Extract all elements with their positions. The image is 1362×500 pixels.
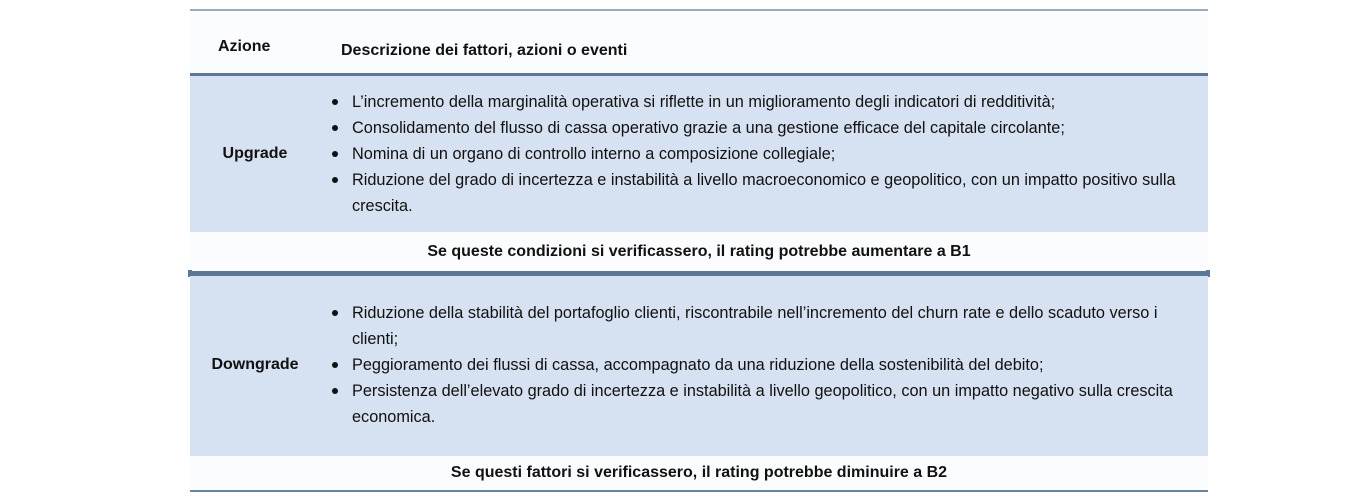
list-item-text: Persistenza dell’elevato grado di incertezza e instabilità a livello geopolitico, con un impatto negativo sulla crescita economica. bbox=[352, 382, 1173, 426]
bullet-icon bbox=[332, 388, 338, 394]
upgrade-list bbox=[330, 89, 1180, 219]
list-item-text: Nomina di un organo di controllo interno a composizione collegiale; bbox=[352, 145, 836, 163]
bullet-icon bbox=[332, 310, 338, 316]
bottom-rule bbox=[190, 490, 1208, 492]
list-item bbox=[330, 141, 1180, 167]
bullet-icon bbox=[332, 177, 338, 183]
list-item bbox=[330, 300, 1180, 352]
list-item-text: Riduzione della stabilità del portafoglio clienti, riscontrabile nell’incremento del churn rate e dello scaduto verso i clienti; bbox=[352, 304, 1158, 348]
list-item-text: L’incremento della marginalità operativa si riflette in un miglioramento degli indicatori di redditività; bbox=[352, 93, 1056, 111]
list-item bbox=[330, 167, 1180, 219]
list-item bbox=[330, 89, 1180, 115]
header-action: Azione bbox=[218, 38, 271, 55]
list-item bbox=[330, 115, 1180, 141]
bullet-icon bbox=[332, 362, 338, 368]
list-item-text: Peggioramento dei flussi di cassa, accompagnato da una riduzione della sostenibilità del debito; bbox=[352, 356, 1044, 374]
bullet-icon bbox=[332, 151, 338, 157]
upgrade-label: Upgrade bbox=[222, 145, 288, 162]
rating-factors-table bbox=[190, 9, 1208, 493]
list-item bbox=[330, 378, 1180, 430]
bullet-icon bbox=[332, 99, 338, 105]
header-description: Descrizione dei fattori, azioni o eventi bbox=[341, 42, 628, 59]
downgrade-conclusion: Se questi fattori si verificassero, il rating potrebbe diminuire a B2 bbox=[190, 456, 1208, 490]
upgrade-conclusion: Se queste condizioni si verificassero, il rating potrebbe aumentare a B1 bbox=[190, 232, 1208, 271]
list-item-text: Consolidamento del flusso di cassa operativo grazie a una gestione efficace del capitale circolante; bbox=[352, 119, 1065, 137]
list-item-text: Riduzione del grado di incertezza e instabilità a livello macroeconomico e geopolitico, con un impatto positivo sulla crescita. bbox=[352, 171, 1176, 215]
downgrade-label: Downgrade bbox=[211, 356, 299, 373]
bullet-icon bbox=[332, 125, 338, 131]
list-item bbox=[330, 352, 1180, 378]
table-header-row bbox=[190, 11, 1208, 73]
downgrade-list bbox=[330, 300, 1180, 430]
